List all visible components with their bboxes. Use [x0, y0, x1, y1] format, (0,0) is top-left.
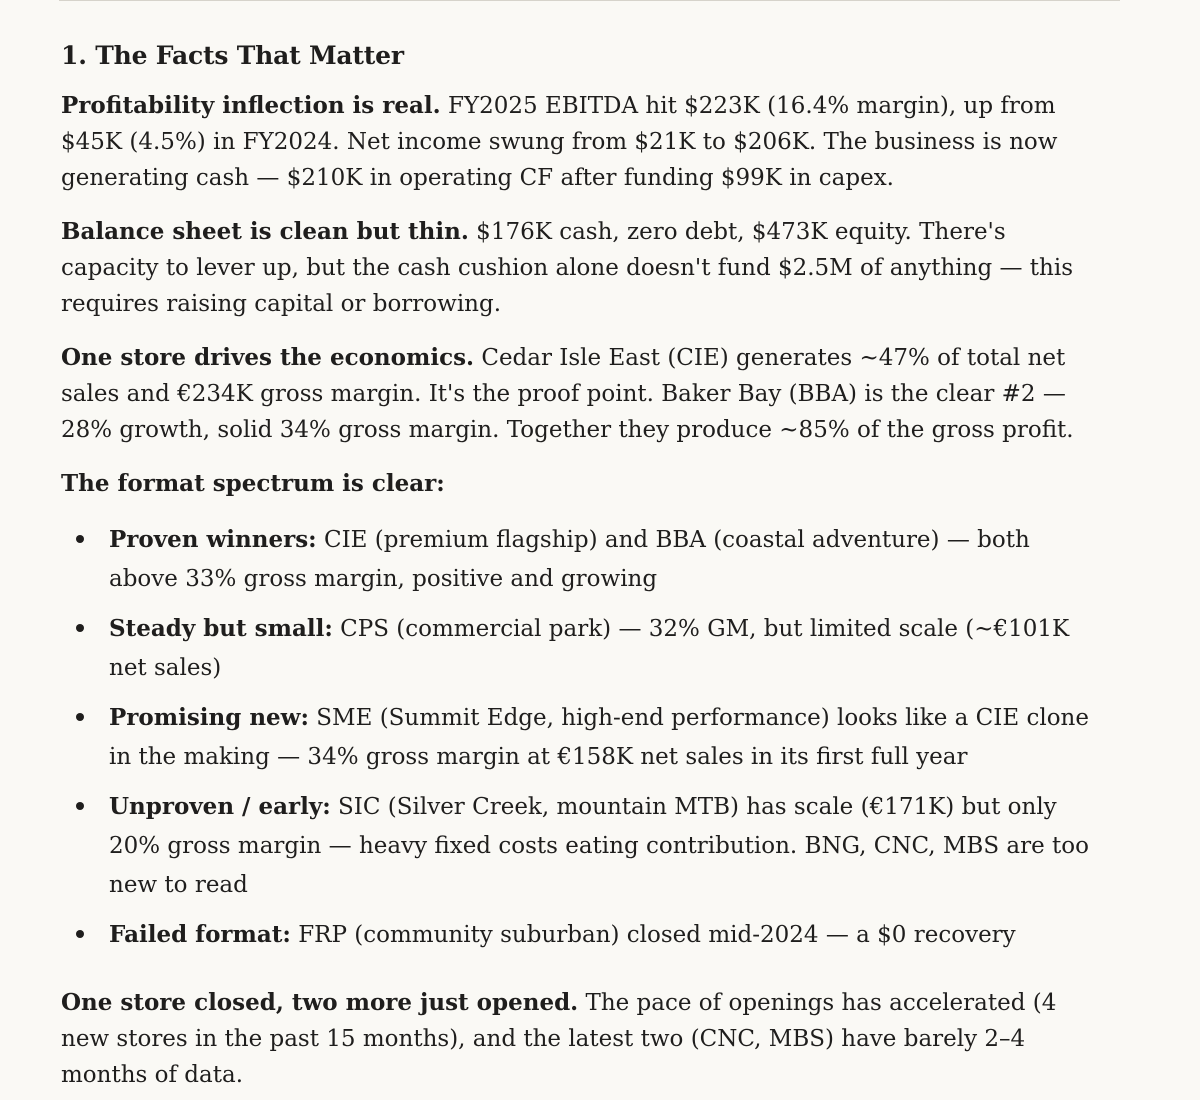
paragraph-text: $176K cash, zero debt, $473K equity. There's capacity to lever up, but the cash cushion alone doesn't fund $2.5M of anything — this requires raising capital or borrowing.	[61, 219, 1074, 317]
list-item	[109, 520, 1091, 599]
list-item-lead: Promising new:	[109, 704, 309, 731]
list-item	[109, 698, 1091, 777]
list-item	[109, 609, 1091, 688]
section-heading: 1. The Facts That Matter	[61, 41, 404, 70]
list-item-text: FRP (community suburban) closed mid-2024 — a $0 recovery	[290, 922, 1016, 948]
paragraph-store-economics	[61, 340, 1091, 448]
paragraph-lead: One store closed, two more just opened.	[61, 989, 579, 1016]
paragraph-lead: The format spectrum is clear:	[61, 470, 445, 497]
list-item-lead: Steady but small:	[109, 615, 333, 642]
list-item	[109, 787, 1091, 905]
list-item	[109, 915, 1091, 955]
divider	[59, 0, 1120, 1]
paragraph-lead: One store drives the economics.	[61, 344, 475, 371]
bullet-icon	[76, 624, 84, 632]
list-item-lead: Failed format:	[109, 921, 291, 948]
document-body	[61, 38, 1091, 1100]
list-item-lead: Unproven / early:	[109, 793, 331, 820]
list-item-text: CPS (commercial park) — 32% GM, but limited scale (~€101K net sales)	[109, 616, 1070, 681]
paragraph-store-openings	[61, 985, 1091, 1093]
paragraph-profitability	[61, 88, 1091, 196]
list-item-lead: Proven winners:	[109, 526, 317, 553]
bullet-icon	[76, 930, 84, 938]
paragraph-format-spectrum	[61, 466, 1091, 502]
bullet-icon	[76, 713, 84, 721]
format-list	[61, 520, 1091, 955]
paragraph-text: FY2025 EBITDA hit $223K (16.4% margin), up from $45K (4.5%) in FY2024. Net income swung from $21K to $206K. The business is now generating cash — $210K in operating CF after funding $99K in capex.	[61, 93, 1058, 191]
paragraph-lead: Profitability inflection is real.	[61, 92, 441, 119]
bullet-icon	[76, 802, 84, 810]
paragraph-lead: Balance sheet is clean but thin.	[61, 218, 469, 245]
list-item-text: CIE (premium flagship) and BBA (coastal adventure) — both above 33% gross margin, positive and growing	[109, 527, 1030, 592]
paragraph-text: Cedar Isle East (CIE) generates ~47% of total net sales and €234K gross margin. It's the proof point. Baker Bay (BBA) is the clear #2 — 28% growth, solid 34% gross margin. Together they produce ~85% of the gross profit.	[61, 345, 1074, 443]
list-item-text: SIC (Silver Creek, mountain MTB) has scale (€171K) but only 20% gross margin — heavy fixed costs eating contribution. BNG, CNC, MBS are too new to read	[109, 794, 1089, 898]
paragraph-balance-sheet	[61, 214, 1091, 322]
list-item-text: SME (Summit Edge, high-end performance) looks like a CIE clone in the making — 34% gross margin at €158K net sales in its first full year	[109, 705, 1089, 770]
paragraph-text: The pace of openings has accelerated (4 new stores in the past 15 months), and the latest two (CNC, MBS) have barely 2–4 months of data.	[61, 990, 1057, 1088]
bullet-icon	[76, 535, 84, 543]
